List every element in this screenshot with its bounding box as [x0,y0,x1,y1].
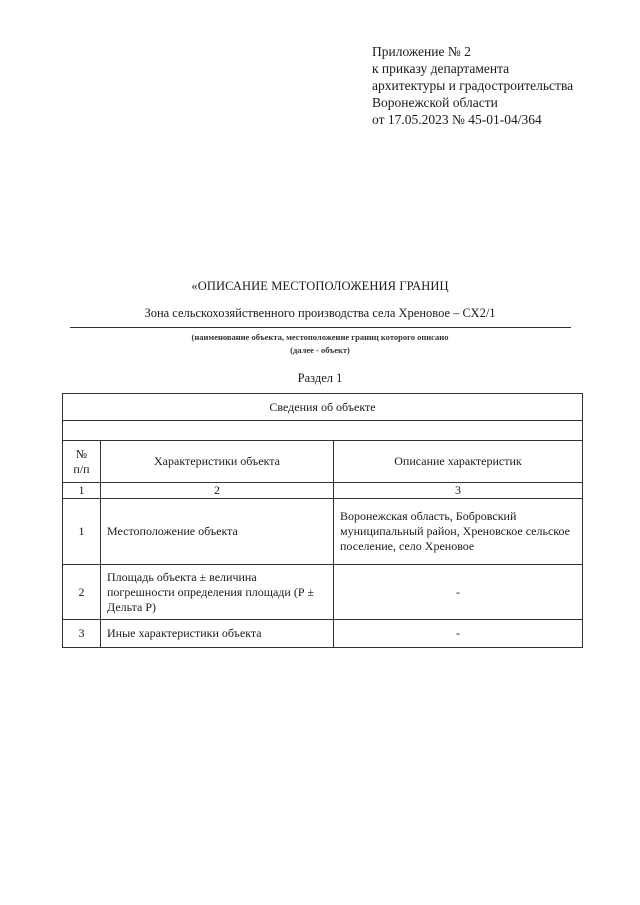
row-name: Иные характеристики объекта [101,620,334,648]
table-empty-cell [63,421,583,441]
note-line: (наименование объекта, местоположение границ которого описано [191,332,449,342]
column-number: 1 [63,483,101,499]
column-number-row [63,483,583,499]
table-row [63,620,583,648]
appendix-line: архитектуры и градостроительства [372,78,574,93]
header-num-line: п/п [73,461,90,476]
row-value: Воронежская область, Бобровский муниципальный район, Хреновское сельское поселение, село Хреновое [334,499,583,565]
appendix-line: от 17.05.2023 № 45-01-04/364 [372,112,542,127]
object-note [0,331,640,357]
row-num: 1 [63,499,101,565]
header-num [63,441,101,483]
row-num: 2 [63,565,101,620]
table-row [63,565,583,620]
section-title: Раздел 1 [297,371,343,385]
row-value: - [334,620,583,648]
row-num: 3 [63,620,101,648]
object-info-table [62,393,583,648]
table-header-row [63,441,583,483]
row-name: Местоположение объекта [101,499,334,565]
header-num-line: № [75,446,88,461]
table-caption-row [63,394,583,421]
note-line: (далее - объект) [290,345,350,355]
row-name: Площадь объекта ± величина погрешности определения площади (Р ± Дельта Р) [101,565,334,620]
appendix-block [372,43,573,128]
table-empty-row [63,421,583,441]
appendix-line: Воронежской области [372,95,498,110]
table-caption: Сведения об объекте [63,394,583,421]
underline-rule [70,327,571,328]
row-value: - [334,565,583,620]
table-row [63,499,583,565]
header-characteristics: Характеристики объекта [101,441,334,483]
column-number: 2 [101,483,334,499]
appendix-line: Приложение № 2 [372,44,471,59]
appendix-line: к приказу департамента [372,61,510,76]
column-number: 3 [334,483,583,499]
object-name: Зона сельскохозяйственного производства села Хреновое – СХ2/1 [144,306,496,320]
document-title: «ОПИСАНИЕ МЕСТОПОЛОЖЕНИЯ ГРАНИЦ [191,279,449,293]
header-description: Описание характеристик [334,441,583,483]
